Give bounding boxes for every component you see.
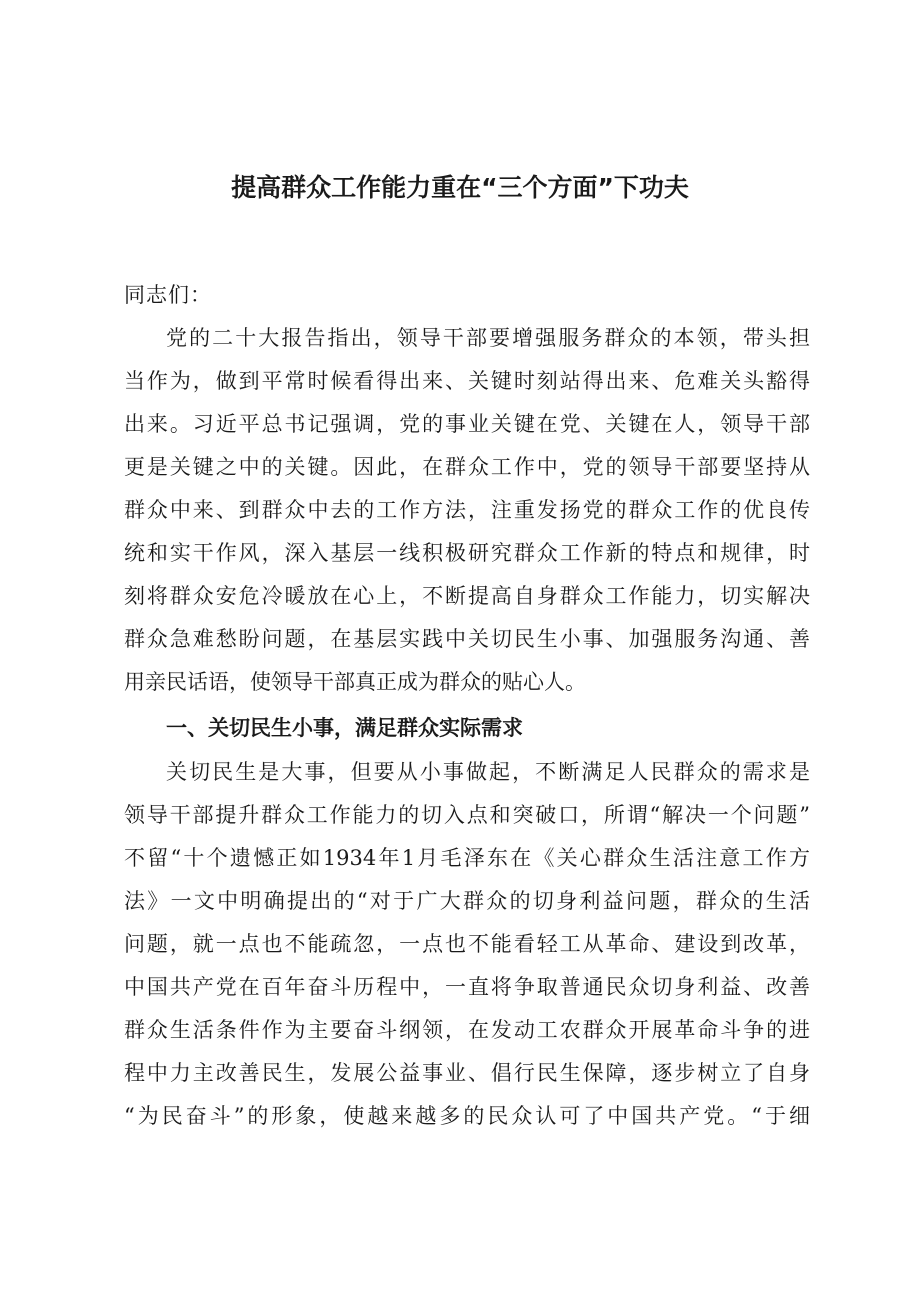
paragraph-line: 不留“十个遗憾正如1934年1月毛泽东在《关心群众生活注意工作方 [124, 846, 810, 870]
paragraph-line: 群众生活条件作为主要奋斗纲领，在发动工农群众开展革命斗争的进 [124, 1018, 810, 1042]
paragraph-line: “为民奋斗”的形象，使越来越多的民众认可了中国共产党。“于细 [124, 1104, 810, 1128]
paragraph-line: 统和实干作风，深入基层一线积极研究群众工作新的特点和规律，时 [124, 541, 810, 565]
paragraph-line: 领导干部提升群众工作能力的切入点和突破口，所谓“解决一个问题” [124, 803, 810, 827]
paragraph-line: 法》一文中明确提出的“对于广大群众的切身利益问题，群众的生活 [124, 889, 810, 913]
paragraph-line: 党的二十大报告指出，领导干部要增强服务群众的本领，带头担 [166, 326, 810, 350]
paragraph-line: 群众中来、到群众中去的工作方法，注重发扬党的群众工作的优良传 [124, 498, 810, 522]
paragraph-line: 中国共产党在百年奋斗历程中，一直将争取普通民众切身利益、改善 [124, 975, 810, 999]
paragraph-line: 出来。习近平总书记强调，党的事业关键在党、关键在人，领导干部 [124, 412, 810, 436]
paragraph-line: 群众急难愁盼问题，在基层实践中关切民生小事、加强服务沟通、善 [124, 627, 810, 651]
document-title: 提高群众工作能力重在“三个方面”下功夫 [231, 173, 689, 202]
paragraph-line: 问题，就一点也不能疏忽，一点也不能看轻工从革命、建设到改革， [124, 932, 810, 956]
paragraph-line: 程中力主改善民生，发展公益事业、倡行民生保障，逐步树立了自身 [124, 1061, 810, 1085]
section-heading-1: 一、关切民生小事，满足群众实际需求 [166, 716, 523, 740]
paragraph-line: 当作为，做到平常时候看得出来、关键时刻站得出来、危难关头豁得 [124, 369, 810, 393]
paragraph-line: 刻将群众安危冷暖放在心上，不断提高自身群众工作能力，切实解决 [124, 584, 810, 608]
paragraph-line: 更是关键之中的关键。因此，在群众工作中，党的领导干部要坚持从 [124, 455, 810, 479]
salutation: 同志们： [124, 283, 212, 307]
paragraph-line: 用亲民话语，使领导干部真正成为群众的贴心人。 [124, 670, 586, 694]
paragraph-line: 关切民生是大事，但要从小事做起，不断满足人民群众的需求是 [166, 760, 810, 784]
